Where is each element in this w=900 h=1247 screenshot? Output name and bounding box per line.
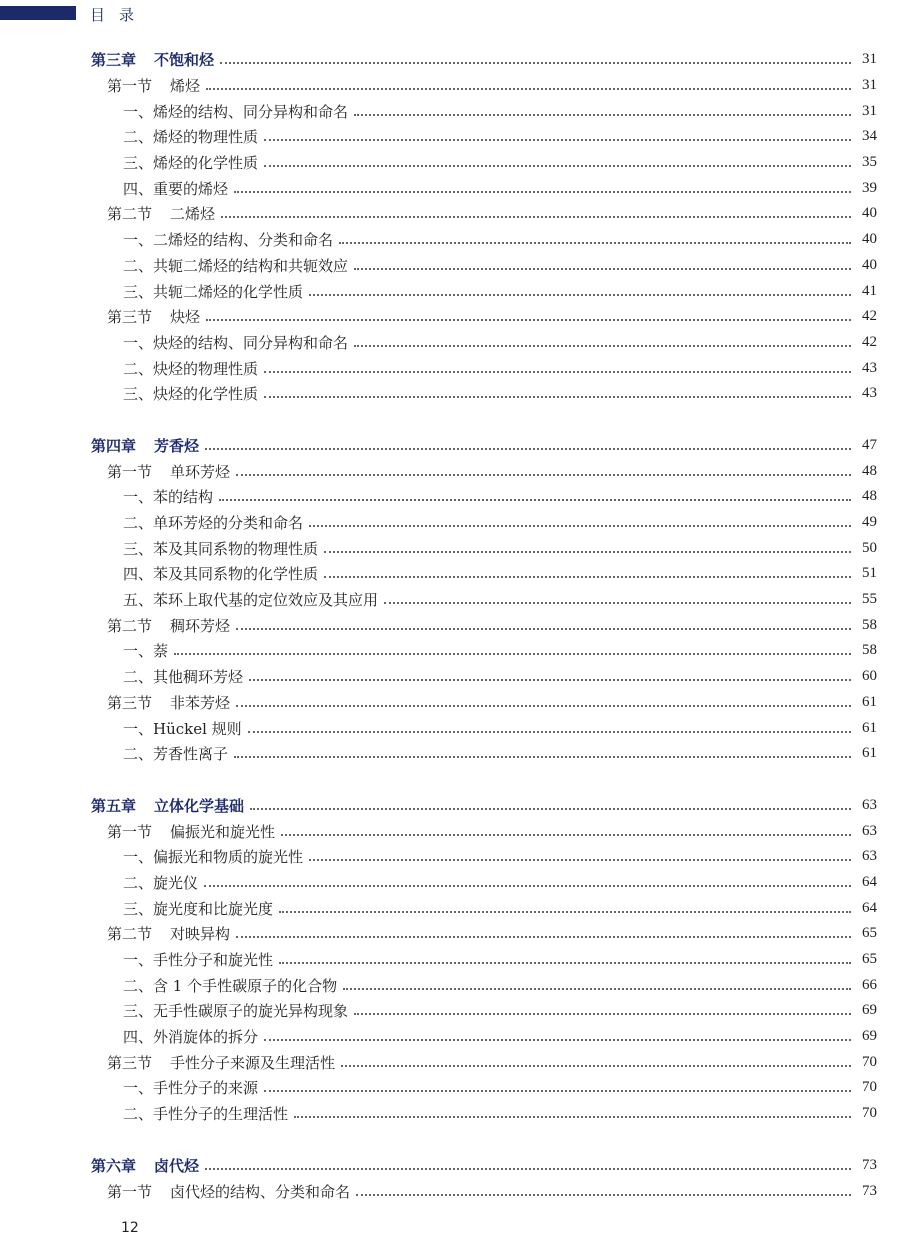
section-page-number: 42 (862, 308, 877, 325)
dot-leader (249, 678, 851, 681)
dot-leader (248, 730, 851, 733)
section-label (107, 1052, 341, 1073)
dot-leader (250, 807, 851, 810)
toc-item-entry[interactable] (0, 330, 900, 356)
toc-item-entry[interactable] (0, 150, 900, 176)
section-title: 炔烃 (170, 308, 201, 327)
chapter-label (91, 1155, 205, 1176)
item-title: 二、炔烃的物理性质 (123, 358, 264, 379)
chapter-number: 第五章 (91, 796, 137, 815)
section-page-number: 73 (862, 1182, 877, 1199)
dot-leader (339, 241, 851, 244)
toc-chapter-entry[interactable] (0, 793, 900, 819)
toc-chapter-entry[interactable] (0, 433, 900, 459)
item-page-number: 60 (862, 668, 877, 685)
section-number: 第二节 (107, 925, 153, 944)
dot-leader (174, 652, 851, 655)
item-title: 一、二烯烃的结构、分类和命名 (123, 229, 339, 250)
item-title: 二、旋光仪 (123, 872, 204, 893)
item-page-number: 40 (862, 231, 877, 248)
dot-leader (356, 1193, 851, 1196)
section-number: 第三节 (107, 308, 153, 327)
section-number: 第二节 (107, 205, 153, 224)
toc-item-entry[interactable] (0, 227, 900, 253)
item-page-number: 35 (862, 154, 877, 171)
item-page-number: 64 (862, 899, 877, 916)
section-title: 非苯芳烃 (170, 693, 231, 712)
item-title: 三、炔烃的化学性质 (123, 383, 264, 404)
item-title: 二、手性分子的生理活性 (123, 1103, 294, 1124)
chapter-spacer (0, 1127, 900, 1153)
header-bar (0, 6, 76, 20)
dot-leader (354, 1012, 851, 1015)
dot-leader (384, 601, 851, 604)
item-title: 一、烯烃的结构、同分异构和命名 (123, 101, 354, 122)
dot-leader (264, 138, 851, 141)
item-page-number: 50 (862, 539, 877, 556)
section-number: 第三节 (107, 1053, 153, 1072)
section-label (107, 75, 206, 96)
toc-item-entry[interactable] (0, 664, 900, 690)
section-title: 对映异构 (170, 925, 231, 944)
toc-chapter-entry[interactable] (0, 1153, 900, 1179)
dot-leader (281, 833, 851, 836)
chapter-page-number: 47 (862, 436, 877, 453)
section-label (107, 615, 236, 636)
chapter-label (91, 435, 205, 456)
dot-leader (236, 704, 851, 707)
section-page-number: 31 (862, 77, 877, 94)
toc-section-entry[interactable] (0, 73, 900, 99)
toc-item-entry[interactable] (0, 1024, 900, 1050)
toc-chapter-entry[interactable] (0, 47, 900, 73)
chapter-label (91, 795, 250, 816)
dot-leader (324, 575, 851, 578)
toc-item-entry[interactable] (0, 1075, 900, 1101)
item-title: 一、萘 (123, 640, 174, 661)
toc-section-entry[interactable] (0, 304, 900, 330)
section-page-number: 63 (862, 822, 877, 839)
dot-leader (206, 318, 851, 321)
dot-leader (236, 473, 851, 476)
toc-item-entry[interactable] (0, 741, 900, 767)
item-page-number: 34 (862, 128, 877, 145)
section-number: 第三节 (107, 693, 153, 712)
dot-leader (354, 344, 851, 347)
dot-leader (206, 87, 851, 90)
section-page-number: 65 (862, 925, 877, 942)
item-title: 四、苯及其同系物的化学性质 (123, 563, 324, 584)
page-number: 12 (121, 1220, 139, 1236)
section-label (107, 923, 236, 944)
chapter-title: 芳香烃 (154, 436, 200, 455)
item-title: 一、手性分子的来源 (123, 1077, 264, 1098)
item-title: 一、手性分子和旋光性 (123, 949, 279, 970)
toc-section-entry[interactable] (0, 818, 900, 844)
section-number: 第一节 (107, 1182, 153, 1201)
item-title: 二、烯烃的物理性质 (123, 126, 264, 147)
item-page-number: 43 (862, 359, 877, 376)
section-label (107, 692, 236, 713)
dot-leader (343, 987, 851, 990)
dot-leader (205, 447, 851, 450)
toc-section-entry[interactable] (0, 1178, 900, 1204)
dot-leader (294, 1115, 851, 1118)
section-number: 第二节 (107, 616, 153, 635)
section-label (107, 461, 236, 482)
item-title: 三、旋光度和比旋光度 (123, 898, 279, 919)
item-page-number: 69 (862, 1028, 877, 1045)
item-title: 三、烯烃的化学性质 (123, 152, 264, 173)
table-of-contents (0, 47, 900, 1204)
section-title: 单环芳烃 (170, 462, 231, 481)
item-page-number: 51 (862, 565, 877, 582)
toc-item-entry[interactable] (0, 844, 900, 870)
chapter-number: 第六章 (91, 1156, 137, 1175)
dot-leader (205, 1167, 851, 1170)
chapter-number: 第四章 (91, 436, 137, 455)
item-page-number: 63 (862, 848, 877, 865)
section-page-number: 70 (862, 1053, 877, 1070)
item-page-number: 61 (862, 719, 877, 736)
section-number: 第一节 (107, 822, 153, 841)
item-page-number: 70 (862, 1105, 877, 1122)
item-title: 二、其他稠环芳烃 (123, 666, 249, 687)
toc-item-entry[interactable] (0, 124, 900, 150)
toc-item-entry[interactable] (0, 561, 900, 587)
toc-item-entry[interactable] (0, 587, 900, 613)
item-page-number: 64 (862, 873, 877, 890)
dot-leader (221, 215, 851, 218)
item-page-number: 61 (862, 745, 877, 762)
item-page-number: 66 (862, 976, 877, 993)
item-page-number: 43 (862, 385, 877, 402)
chapter-spacer (0, 767, 900, 793)
dot-leader (324, 550, 851, 553)
dot-leader (341, 1064, 851, 1067)
toc-item-entry[interactable] (0, 972, 900, 998)
dot-leader (234, 190, 851, 193)
toc-item-entry[interactable] (0, 278, 900, 304)
dot-leader (279, 910, 851, 913)
toc-item-entry[interactable] (0, 253, 900, 279)
dot-leader (309, 524, 851, 527)
section-title: 卤代烃的结构、分类和命名 (170, 1182, 351, 1201)
toc-item-entry[interactable] (0, 510, 900, 536)
dot-leader (220, 61, 851, 64)
toc-item-entry[interactable] (0, 638, 900, 664)
item-page-number: 58 (862, 642, 877, 659)
toc-item-entry[interactable] (0, 870, 900, 896)
item-page-number: 31 (862, 102, 877, 119)
toc-section-entry[interactable] (0, 458, 900, 484)
dot-leader (219, 498, 851, 501)
toc-section-entry[interactable] (0, 921, 900, 947)
item-title: 一、偏振光和物质的旋光性 (123, 846, 309, 867)
item-page-number: 70 (862, 1079, 877, 1096)
item-page-number: 48 (862, 488, 877, 505)
dot-leader (264, 1089, 851, 1092)
section-title: 偏振光和旋光性 (170, 822, 276, 841)
section-number: 第一节 (107, 77, 153, 96)
toc-item-entry[interactable] (0, 381, 900, 407)
toc-item-entry[interactable] (0, 484, 900, 510)
dot-leader (264, 370, 851, 373)
section-title: 二烯烃 (170, 205, 216, 224)
dot-leader (264, 164, 851, 167)
toc-item-entry[interactable] (0, 715, 900, 741)
item-page-number: 49 (862, 514, 877, 531)
page-header-title: 目录 (90, 6, 149, 24)
item-title: 三、苯及其同系物的物理性质 (123, 538, 324, 559)
chapter-title: 不饱和烃 (154, 51, 215, 70)
item-title: 二、含 1 个手性碳原子的化合物 (123, 975, 343, 996)
item-title: 一、炔烃的结构、同分异构和命名 (123, 332, 354, 353)
dot-leader (309, 293, 851, 296)
toc-item-entry[interactable] (0, 175, 900, 201)
section-label (107, 821, 281, 842)
section-page-number: 48 (862, 462, 877, 479)
dot-leader (236, 935, 851, 938)
section-page-number: 61 (862, 693, 877, 710)
chapter-page-number: 73 (862, 1156, 877, 1173)
toc-section-entry[interactable] (0, 690, 900, 716)
section-number: 第一节 (107, 462, 153, 481)
item-page-number: 69 (862, 1002, 877, 1019)
item-title: 三、共轭二烯烃的化学性质 (123, 281, 309, 302)
item-page-number: 40 (862, 256, 877, 273)
item-page-number: 55 (862, 591, 877, 608)
toc-item-entry[interactable] (0, 535, 900, 561)
item-title: 三、无手性碳原子的旋光异构现象 (123, 1000, 354, 1021)
item-title: 二、芳香性离子 (123, 743, 234, 764)
item-page-number: 42 (862, 333, 877, 350)
section-title: 稠环芳烃 (170, 616, 231, 635)
item-page-number: 41 (862, 282, 877, 299)
dot-leader (264, 395, 851, 398)
toc-item-entry[interactable] (0, 98, 900, 124)
toc-section-entry[interactable] (0, 1049, 900, 1075)
item-title: 五、苯环上取代基的定位效应及其应用 (123, 589, 384, 610)
section-label (107, 1181, 356, 1202)
item-title: 二、共轭二烯烃的结构和共轭效应 (123, 255, 354, 276)
item-page-number: 65 (862, 951, 877, 968)
section-label (107, 203, 221, 224)
toc-item-entry[interactable] (0, 947, 900, 973)
section-page-number: 58 (862, 616, 877, 633)
section-page-number: 40 (862, 205, 877, 222)
item-title: 二、单环芳烃的分类和命名 (123, 512, 309, 533)
dot-leader (204, 884, 851, 887)
dot-leader (354, 113, 851, 116)
toc-section-entry[interactable] (0, 612, 900, 638)
section-title: 烯烃 (170, 77, 201, 96)
dot-leader (354, 267, 851, 270)
chapter-page-number: 31 (862, 51, 877, 68)
chapter-label (91, 49, 220, 70)
dot-leader (234, 755, 851, 758)
toc-item-entry[interactable] (0, 355, 900, 381)
chapter-title: 卤代烃 (154, 1156, 200, 1175)
section-title: 手性分子来源及生理活性 (170, 1053, 336, 1072)
toc-item-entry[interactable] (0, 998, 900, 1024)
chapter-page-number: 63 (862, 796, 877, 813)
chapter-spacer (0, 407, 900, 433)
dot-leader (279, 961, 851, 964)
toc-item-entry[interactable] (0, 895, 900, 921)
dot-leader (236, 627, 851, 630)
dot-leader (309, 858, 851, 861)
item-title: 一、Hückel 规则 (123, 718, 248, 739)
item-title: 四、重要的烯烃 (123, 178, 234, 199)
chapter-number: 第三章 (91, 51, 137, 70)
item-page-number: 39 (862, 179, 877, 196)
toc-section-entry[interactable] (0, 201, 900, 227)
chapter-title: 立体化学基础 (154, 796, 245, 815)
item-title: 四、外消旋体的拆分 (123, 1026, 264, 1047)
section-label (107, 306, 206, 327)
toc-item-entry[interactable] (0, 1101, 900, 1127)
item-title: 一、苯的结构 (123, 486, 219, 507)
dot-leader (264, 1038, 851, 1041)
